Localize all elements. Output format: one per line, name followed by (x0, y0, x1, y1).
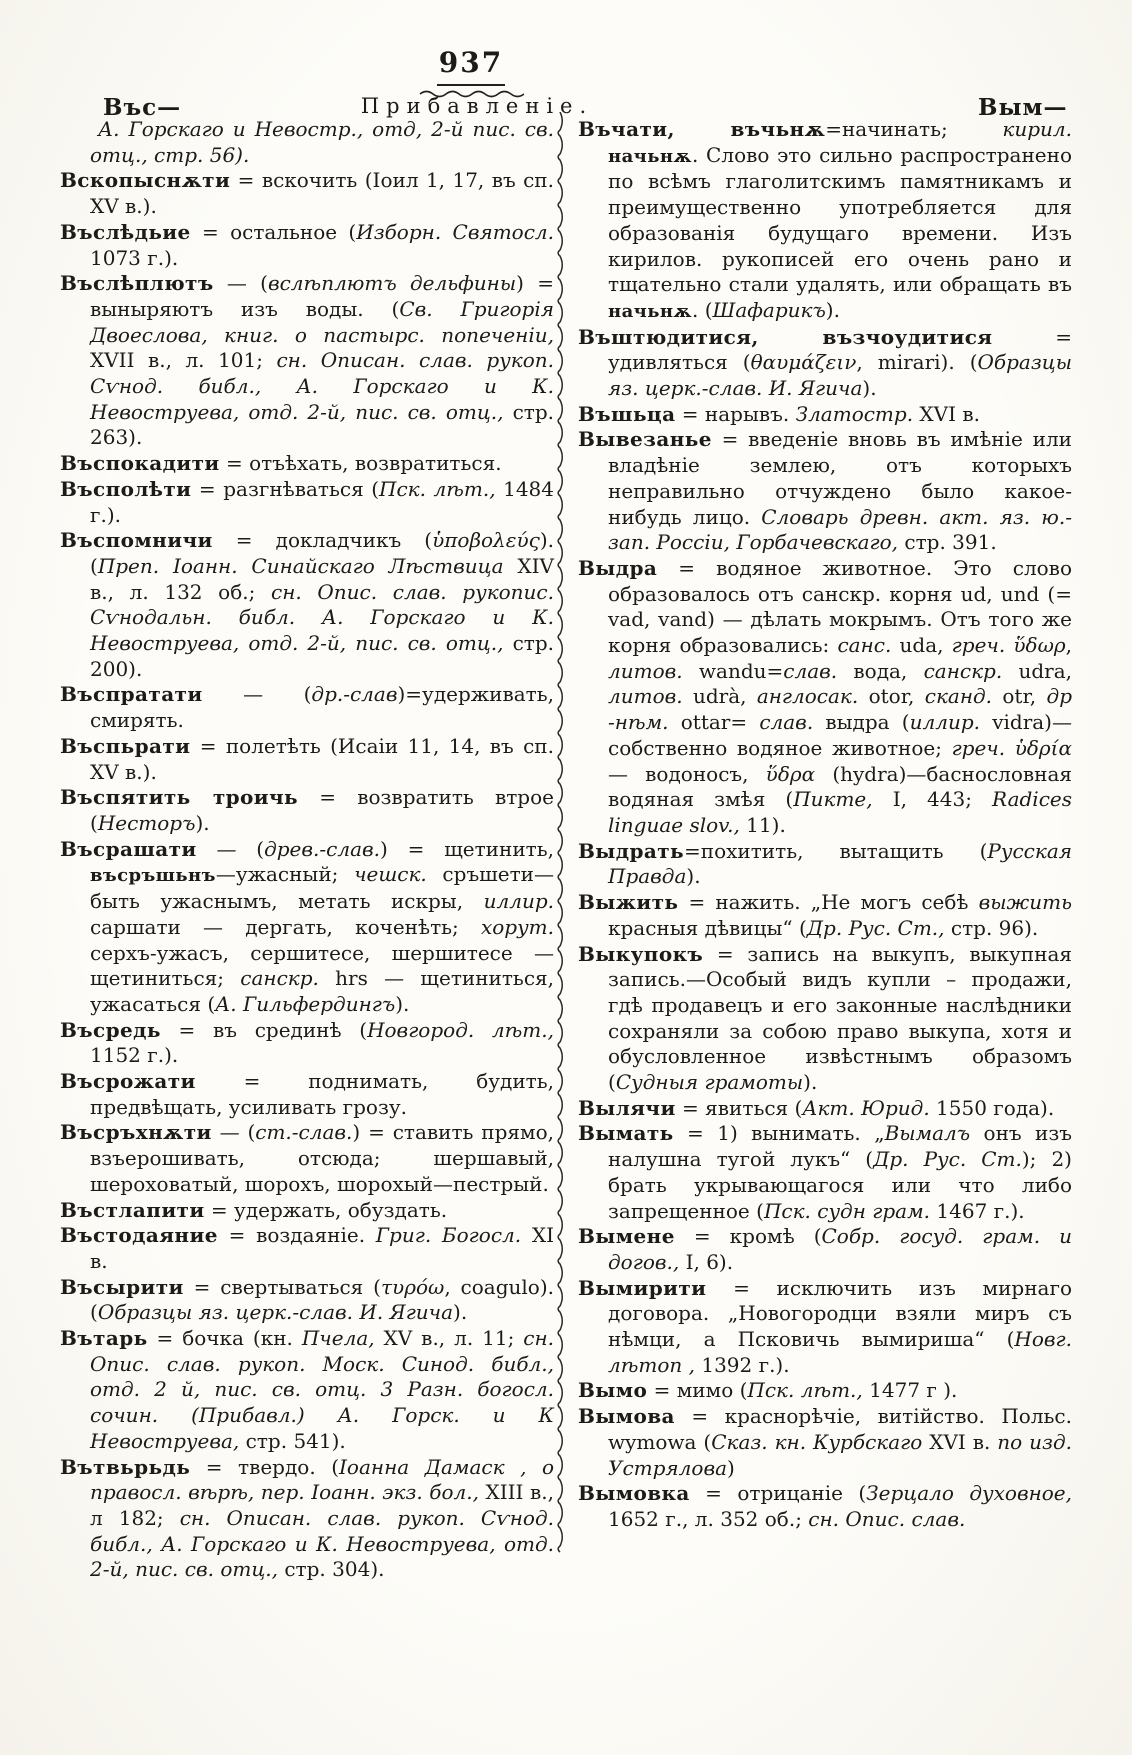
running-head-center: Прибавленіе. (360, 94, 594, 118)
dictionary-entry: Вътарь = бочка (кн. Пчела, XV в., л. 11; сн. Опис. слав. рукоп. Моск. Синод. библ., отд. 2 й, пис. св. отц. 3 Разн. богосл. сочин. (Прибавл.) А. Горск. и К Невоструева, стр. 541). (60, 1326, 554, 1453)
running-head-right: Вым— (978, 94, 1068, 121)
dictionary-entry: А. Горскаго и Невостр., отд, 2-й пис. св. отц., стр. 56). (90, 117, 554, 167)
dictionary-entry: Выдрать=похитить, вытащить (Русская Правда). (578, 838, 1072, 889)
page-number: 937 (438, 46, 504, 79)
dictionary-entry: Вымать = 1) вынимать. „Вымалъ онъ изъ налушна тугой лукъ“ (Др. Рус. Ст.); 2) брать укрывающагося или что либо запрещенное (Пск. судн грам. 1467 г.). (578, 1121, 1072, 1223)
column-divider (556, 112, 566, 1562)
dictionary-entry: Вывезанье = введеніе вновь въ имѣніе или владѣніе землею, отъ которыхъ неправильно отчуждено было какое-нибудь лицо. Словарь древн. акт. яз. ю.-зап. Россіи, Горбачевскаго, стр. 391. (578, 427, 1072, 555)
dictionary-entry: Вътвьрьдь = твердо. (Іоанна Дамаск , о правосл. вѣрѣ, пер. Іоанн. экз. бол., XIII в., л 182; сн. Описан. слав. рукоп. Сѵнод. библ., А. Горскаго и К. Невоструева, отд. 2-й, пис. св. отц., стр. 304). (60, 1454, 554, 1582)
column-left (60, 117, 554, 1583)
dictionary-entry: Вылячи = явиться (Акт. Юрид. 1550 года). (578, 1095, 1055, 1120)
dictionary-entry: Въслѣдьие = остальное (Изборн. Святосл. 1073 г.). (60, 219, 554, 270)
dictionary-entry: Вымирити = исключить изъ мирнаго договора. „Новогородци взяли миръ съ нѣмци, а Псковичь вымириша“ (Новг. лѣтоп , 1392 г.). (578, 1275, 1072, 1377)
dictionary-entry: Въслѣплютъ — (вслѣплютъ дельфины) = выныряютъ изъ воды. (Св. Григорія Двоеслова, книг. о пастырс. попеченіи, XVII в., л. 101; сн. Описан. слав. рукоп. Сѵнод. библ., А. Горскаго и К. Невоструева, отд. 2-й, пис. св. отц., стр. 263). (60, 271, 554, 450)
dictionary-entry: Въстодаяние = воздаяніе. Григ. Богосл. XI в. (60, 1223, 554, 1273)
dictionary-entry: Въчати, въчьнѫ=начинать; кирил. начьнѫ. Слово это сильно распространено по всѣмъ глаголитскимъ памятникамъ и преимущественно употребляется для образованія будущаго времени. Изъ кирилов. рукописей его очень рано и тщательно стали удалять, или обращать въ начьнѫ. (Шафарикъ). (578, 117, 1072, 322)
dictionary-entry: Въсръхнѫти — (ст.-слав.) = ставить прямо, взъерошивать, отсюда; шершавый, шероховатый, шорохъ, шорохый—пестрый. (60, 1120, 554, 1196)
dictionary-entry: Выкупокъ = запись на выкупъ, выкупная запись.—Особый видъ купли – продажи, гдѣ продавецъ и его законные наслѣдники сохраняли за собою право выкупа, хотя и обусловленное извѣстнымъ образомъ (Судныя грамоты). (578, 941, 1072, 1095)
dictionary-entry: Въсрашати — (древ.-слав.) = щетинить, въсръшьнъ—ужасный; чешск. сръшети—быть ужаснымъ, метать искры, иллир. саршати — дергать, коченѣть; хорут. серхъ-ужасъ, сершитесе, шершитесе — щетиниться; санскр. hrs — щетиниться, ужасаться (А. Гильфердингъ). (60, 836, 554, 1016)
dictionary-entry: Въспомничи = докладчикъ (ὑποβολεύς). (Преп. Іоанн. Синайскаго Лѣствица XIV в., л. 132 об.; сн. Опис. слав. рукопис. Сѵнодальн. библ. А. Горскаго и К. Невоструева, отд. 2-й, пис. св. отц., стр. 200). (60, 528, 554, 681)
dictionary-entry: Въшьца = нарывъ. Златостр. XVI в. (578, 401, 980, 426)
dictionary-entry: Вскопыснѫти = вскочить (Іоил 1, 17, въ сп. XV в.). (60, 168, 554, 219)
dictionary-entry: Въспокадити = отъѣхать, возвратиться. (60, 451, 502, 476)
dictionary-entry: Въспьрати = полетѣть (Исаіи 11, 14, въ сп. XV в.). (60, 733, 554, 784)
dictionary-entry: Въсрожати = поднимать, будить, предвѣщать, усиливать грозу. (60, 1069, 554, 1119)
dictionary-entry: Въспратати — (др.-слав)=удерживать, смирять. (60, 682, 554, 733)
dictionary-entry: Выжить = нажить. „Не могъ себѣ выжить красныя дѣвицы“ (Др. Рус. Ст., стр. 96). (578, 890, 1072, 940)
dictionary-entry: Вымовка = отрицаніе (Зерцало духовное, 1652 г., л. 352 об.; сн. Опис. слав. (578, 1481, 1072, 1531)
running-head-left: Въс— (103, 94, 182, 121)
page-number-rule (437, 84, 505, 86)
dictionary-entry: Въсполѣти = разгнѣваться (Пск. лѣт., 1484 г.). (60, 476, 554, 527)
dictionary-entry: Въсырити = свертываться (τυρόω, coagulo). (Образцы яз. церк.-слав. И. Ягича). (60, 1274, 554, 1325)
dictionary-entry: Вымо = мимо (Пск. лѣт., 1477 г ). (578, 1378, 958, 1403)
dictionary-entry: Въспятить троичь = возвратить втрое (Несторъ). (60, 785, 554, 835)
dictionary-entry: Въсредь = въ срединѣ (Новгород. лѣт., 1152 г.). (60, 1017, 554, 1068)
dictionary-entry: Вымова = краснорѣчіе, витійство. Польс. wymowa (Сказ. кн. Курбскаго XVI в. по изд. Устрялова) (578, 1404, 1072, 1480)
column-right (578, 117, 1072, 1533)
dictionary-entry: Въштюдитися, възчоудитися = удивляться (θαυμάζειν, mirari). (Образцы яз. церк.-слав. И. Ягича). (578, 324, 1072, 401)
dictionary-entry: Въстлапити = удержать, обуздать. (60, 1197, 448, 1222)
dictionary-entry: Выдра = водяное животное. Это слово образовалось отъ санскр. корня ud, und (= vad, vand) — дѣлать мокрымъ. Отъ того же корня образовались: санс. uda, греч. ὕδωρ, литов. wandu=слав. вода, санскр. udra, литов. udrà, англосак. otor, сканд. otr, др -нѣм. ottar= слав. выдра (иллир. vidra)—собственно водяное животное; греч. ὑδρία — водоносъ, ὕδρα (hydra)—баснословная водяная змѣя (Пикте, I, 443; Radices linguae slov., 11). (578, 555, 1073, 837)
dictionary-entry: Вымене = кромѣ (Собр. госуд. грам. и догов., I, 6). (578, 1224, 1073, 1274)
